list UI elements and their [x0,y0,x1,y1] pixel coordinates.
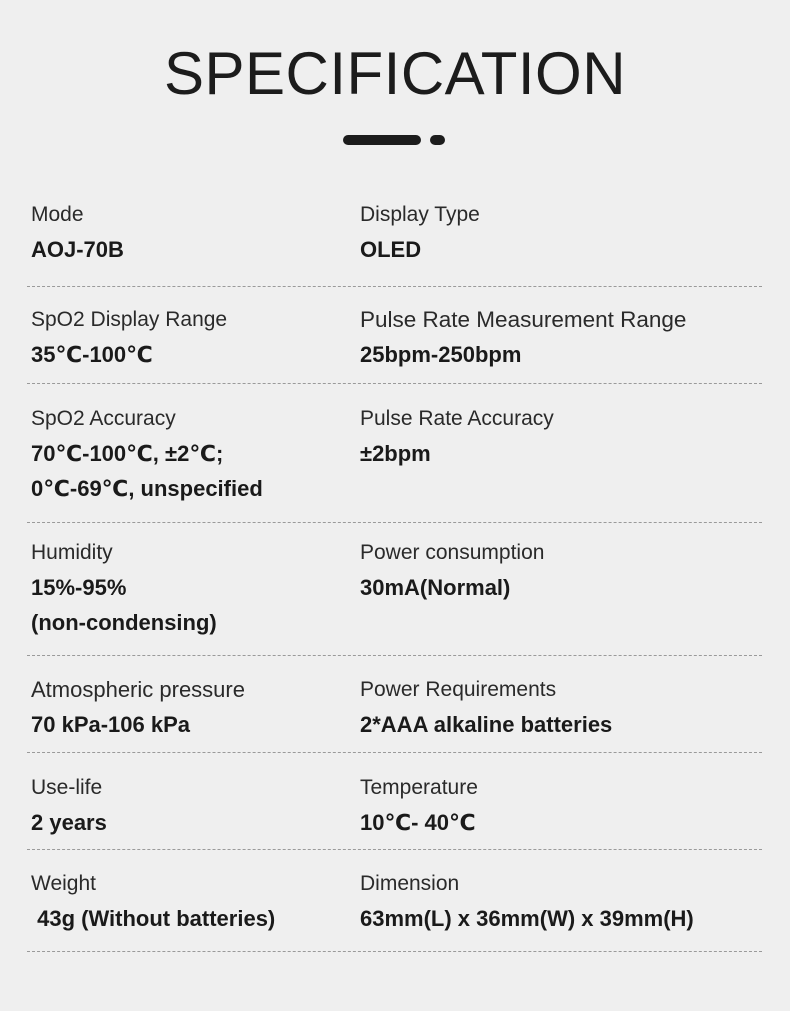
row-divider [27,849,762,850]
spec-label: Dimension [360,872,460,895]
spec-pulse-rate-accuracy [360,406,554,471]
row-divider [27,951,762,952]
spec-value: 30mA(Normal) [360,575,511,600]
spec-value: OLED [360,237,422,262]
spec-label: Humidity [31,541,113,564]
spec-mode [31,202,124,267]
spec-label: Pulse Rate Measurement Range [360,307,687,332]
spec-label: SpO2 Accuracy [31,407,176,430]
spec-value: AOJ-70B [31,237,124,262]
spec-spo2-display-range [31,307,227,372]
spec-power-requirements [360,677,612,742]
spec-label: Power consumption [360,541,545,564]
spec-value: (non-condensing) [31,610,217,635]
spec-spo2-accuracy [31,406,263,506]
spec-use-life [31,775,107,840]
spec-dimension [360,871,694,936]
spec-label: SpO2 Display Range [31,308,228,331]
page-title: SPECIFICATION [163,40,627,107]
spec-label: Pulse Rate Accuracy [360,407,554,430]
spec-value: ±2bpm [360,441,431,466]
row-divider [27,522,762,523]
spec-weight [31,871,275,936]
title-underline-bar [343,135,421,145]
spec-label: Mode [31,203,84,226]
spec-label: Atmospheric pressure [31,677,245,702]
spec-value: 63mm(L) x 36mm(W) x 39mm(H) [360,906,694,931]
spec-pulse-rate-measurement-range [360,307,686,372]
spec-value: 70 kPa-106 kPa [31,712,191,737]
spec-value: 0℃-69℃, unspecified [31,476,263,501]
spec-humidity [31,540,217,640]
spec-value: 2 years [31,810,107,835]
spec-temperature [360,775,478,840]
spec-display-type [360,202,480,267]
spec-value: 15%-95% [31,575,127,600]
spec-value: 70℃-100℃, ±2℃; [31,441,224,466]
row-divider [27,655,762,656]
spec-value: 25bpm-250bpm [360,342,522,367]
row-divider [27,383,762,384]
spec-atmospheric-pressure [31,677,245,742]
title-underline-dot [430,135,445,145]
spec-label: Weight [31,872,96,895]
spec-power-consumption [360,540,544,605]
spec-label: Temperature [360,776,478,799]
spec-label: Power Requirements [360,678,557,701]
spec-value: 2*AAA alkaline batteries [360,712,613,737]
row-divider [27,286,762,287]
spec-value: 10℃- 40℃ [360,810,476,835]
spec-label: Use-life [31,776,103,799]
spec-label: Display Type [360,203,480,226]
spec-value: 35℃-100℃ [31,342,153,367]
row-divider [27,752,762,753]
spec-value: 43g (Without batteries) [31,906,276,931]
